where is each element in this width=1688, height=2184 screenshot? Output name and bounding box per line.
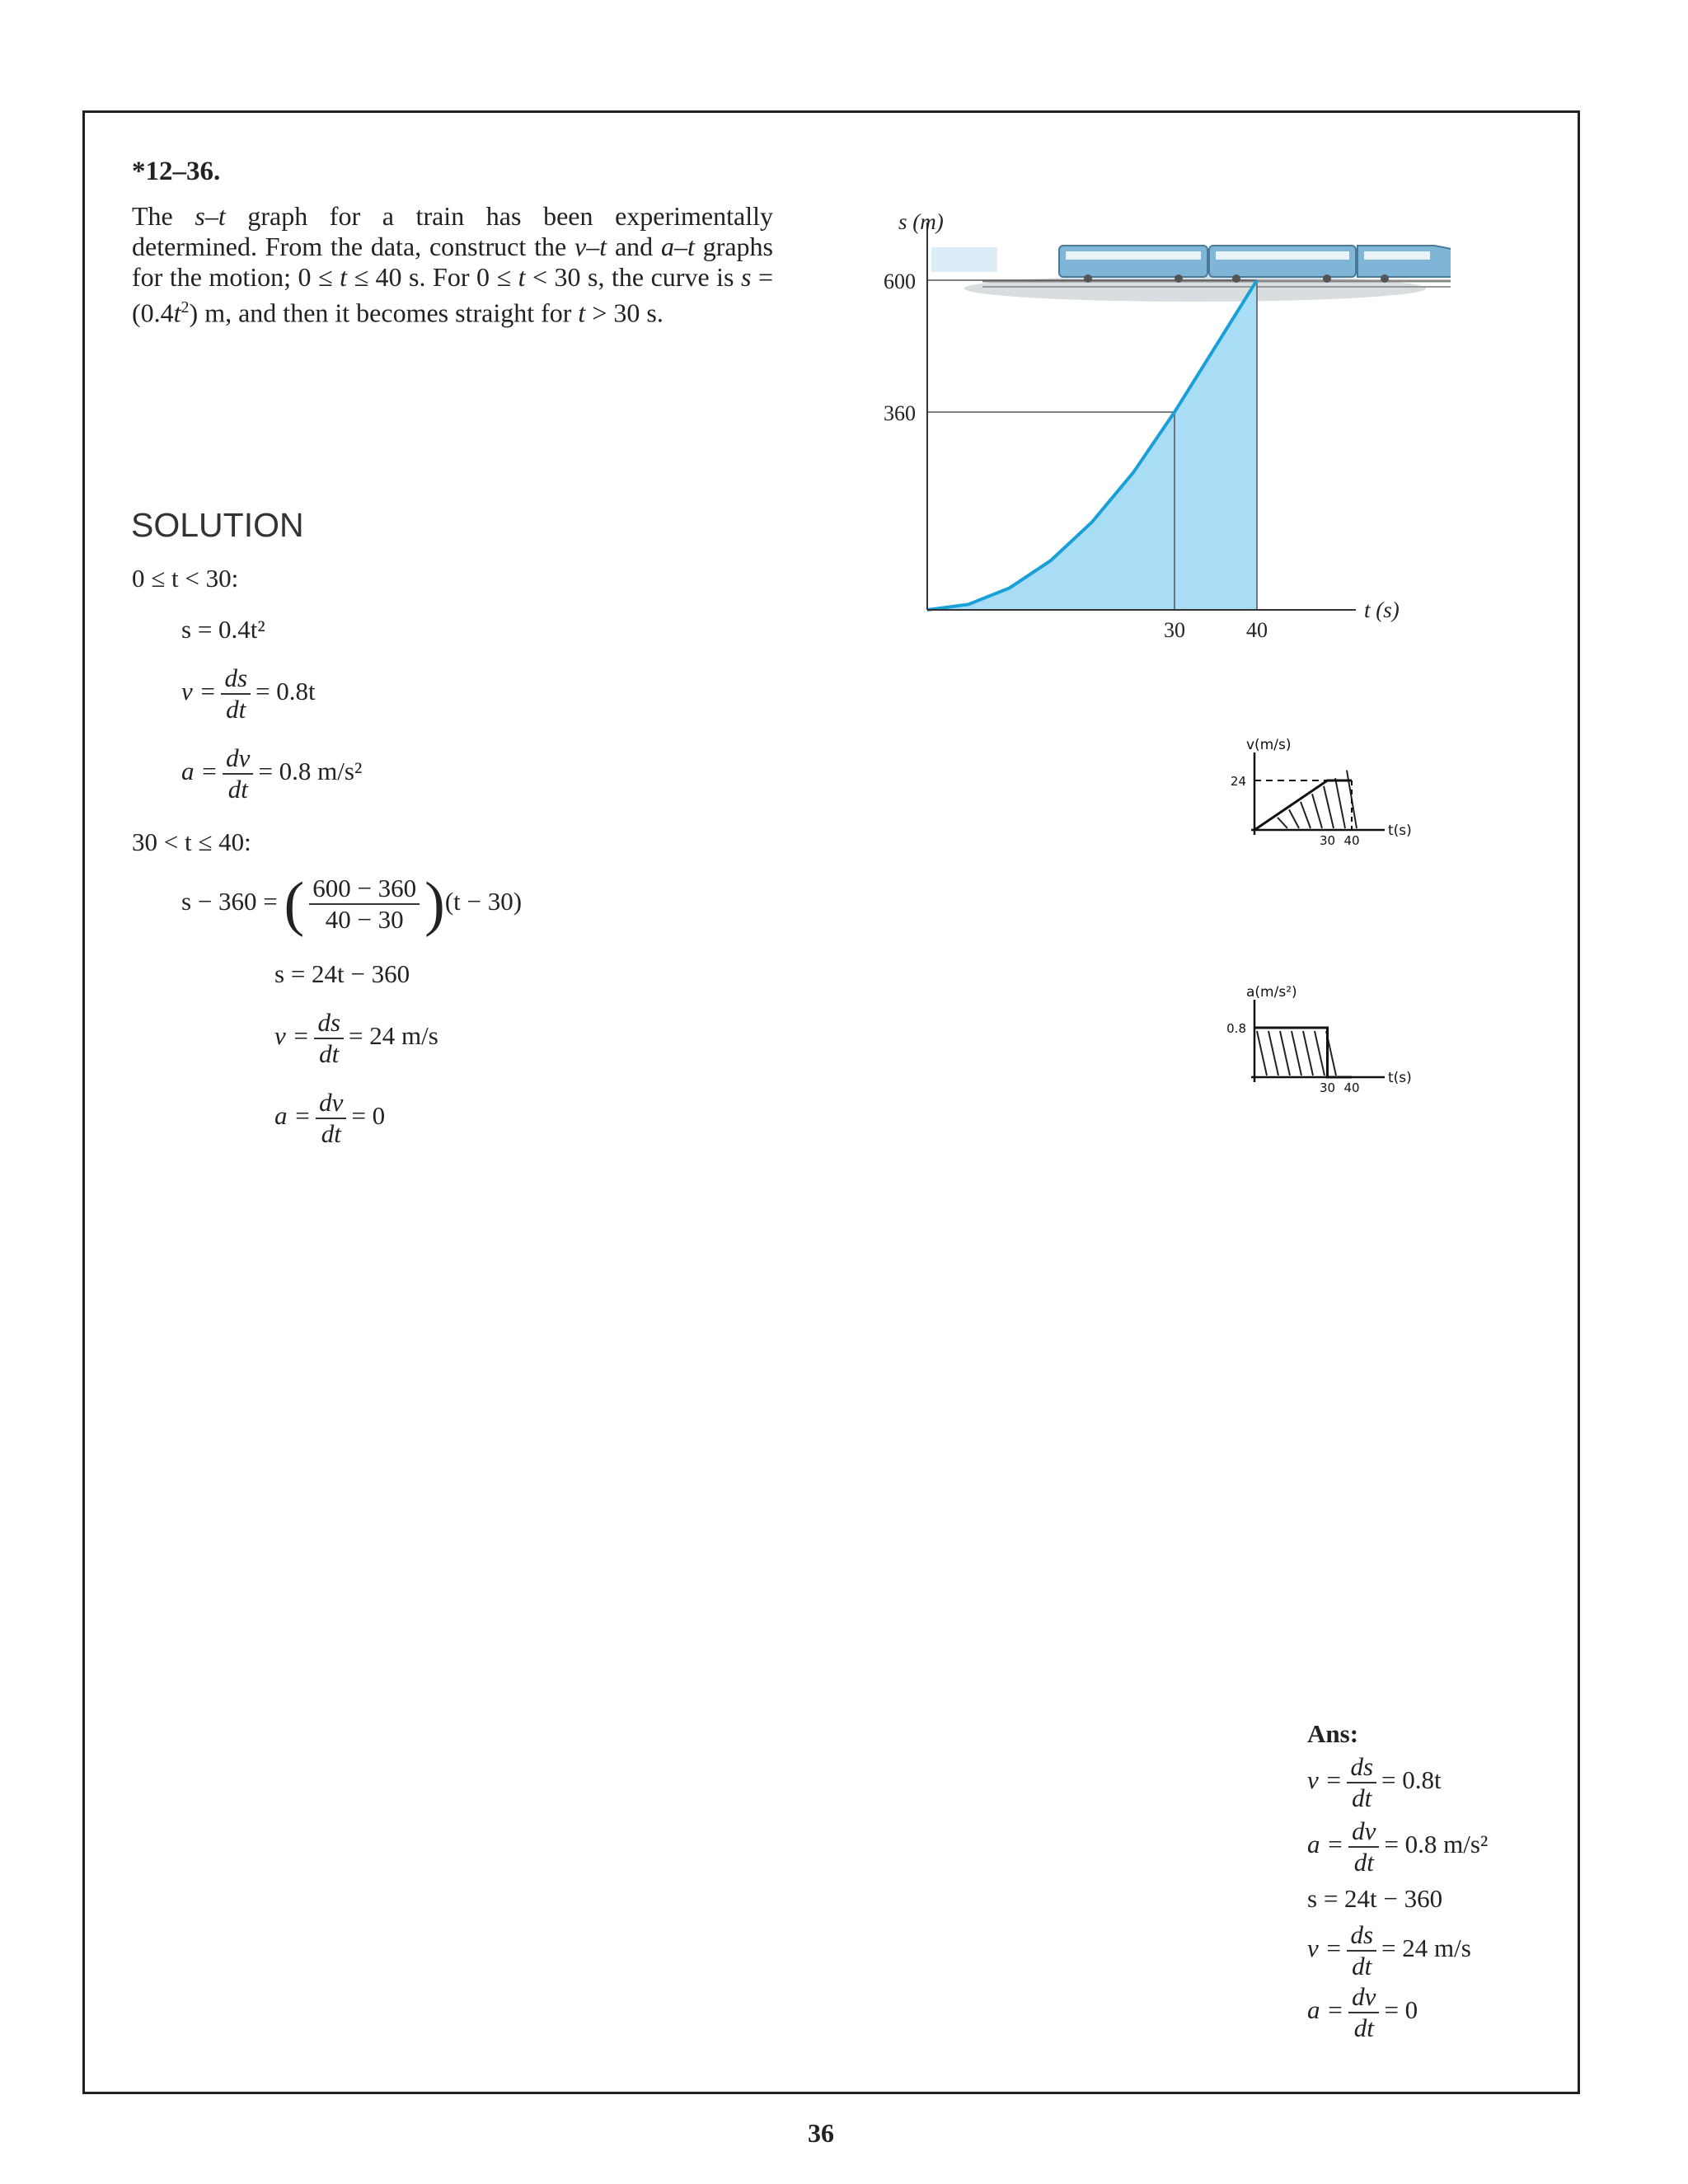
x-tick-label-30: 30 <box>1164 618 1185 642</box>
y-tick-label-600: 600 <box>884 269 916 293</box>
answer-v-linear: v = $\frac{ds}{dt}$ = 24 m/s <box>1307 1920 1471 1980</box>
hatch-mark <box>1312 794 1322 828</box>
hatch-mark <box>1301 802 1311 828</box>
y-tick-label: 0.8 <box>1226 1021 1246 1036</box>
hatch-mark <box>1257 1031 1267 1076</box>
y-tick-label-360: 360 <box>884 401 916 425</box>
hatch-mark <box>1335 778 1345 828</box>
answers-label: Ans: <box>1307 1719 1359 1748</box>
hatch-mark <box>1280 1031 1290 1076</box>
hatch-mark <box>1315 1031 1325 1076</box>
hatch-mark <box>1303 1031 1313 1076</box>
x-tick-label-40: 40 <box>1343 833 1360 848</box>
x-axis-label: t(s) <box>1388 1070 1412 1086</box>
solution-title: SOLUTION <box>131 506 304 544</box>
eq-s-linear: s = 24t − 360 <box>274 959 410 988</box>
eq-a-quadratic: a = $\frac{dv}{dt}$ = 0.8 m/s² <box>181 743 363 804</box>
x-tick-label-30: 30 <box>1319 833 1336 848</box>
hatch-mark <box>1324 786 1334 828</box>
y-axis-label: v(m/s) <box>1246 738 1292 753</box>
problem-statement: The s–t graph for a train has been experimentally determined. From the data, construct the v–t and a–t graphs for the motion; 0 ≤ t ≤ 40 s. For 0 ≤ t < 30 s, the curve is $s = (0.4t^2)$ m, and then it becomes straight for t > 30 s. <box>132 201 774 328</box>
train-illustration <box>931 246 1451 302</box>
x-tick-label-40: 40 <box>1246 618 1268 642</box>
hatch-mark <box>1278 818 1287 828</box>
x-tick-label-40: 40 <box>1343 1080 1360 1095</box>
v-t-sketch <box>1212 738 1459 861</box>
x-tick-label-30: 30 <box>1319 1080 1336 1095</box>
answer-a-linear: a = $\frac{dv}{dt}$ = 0 <box>1307 1982 1418 2042</box>
range-2: 30 < t ≤ 40: <box>132 827 251 856</box>
answer-v-quadratic: v = $\frac{ds}{dt}$ = 0.8t <box>1307 1752 1442 1812</box>
eq-a-linear: a = $\frac{dv}{dt}$ = 0 <box>274 1088 386 1148</box>
hatch-mark <box>1292 1031 1301 1076</box>
eq-s-quadratic: s = 0.4t² <box>181 615 265 644</box>
a-t-sketch <box>1212 985 1459 1108</box>
answer-s-linear: s = 24t − 360 <box>1307 1884 1443 1913</box>
problem-number: *12–36. <box>132 157 221 186</box>
s-t-graph <box>857 198 1451 659</box>
eq-s-linear-setup: s − 360 = ( $\frac{600 - 360}{40 - 30}$ )(t − 30) <box>181 870 523 938</box>
eq-v-quadratic: v = $\frac{ds}{dt}$ = 0.8t <box>181 663 316 724</box>
range-1: 0 ≤ t < 30: <box>132 564 239 593</box>
x-axis-label: t (s) <box>1364 598 1400 622</box>
hatch-mark <box>1268 1031 1278 1076</box>
eq-v-linear: v = $\frac{ds}{dt}$ = 24 m/s <box>274 1008 438 1068</box>
y-tick-label: 24 <box>1230 774 1246 789</box>
hatch-mark <box>1289 809 1299 828</box>
page-number: 36 <box>808 2118 834 2148</box>
y-axis-label: s (m) <box>898 209 944 234</box>
x-axis-label: t(s) <box>1388 823 1412 839</box>
area-under-curve <box>927 280 1257 610</box>
y-axis-label: a(m/s²) <box>1246 985 1297 1001</box>
answer-a-quadratic: a = $\frac{dv}{dt}$ = 0.8 m/s² <box>1307 1816 1489 1877</box>
